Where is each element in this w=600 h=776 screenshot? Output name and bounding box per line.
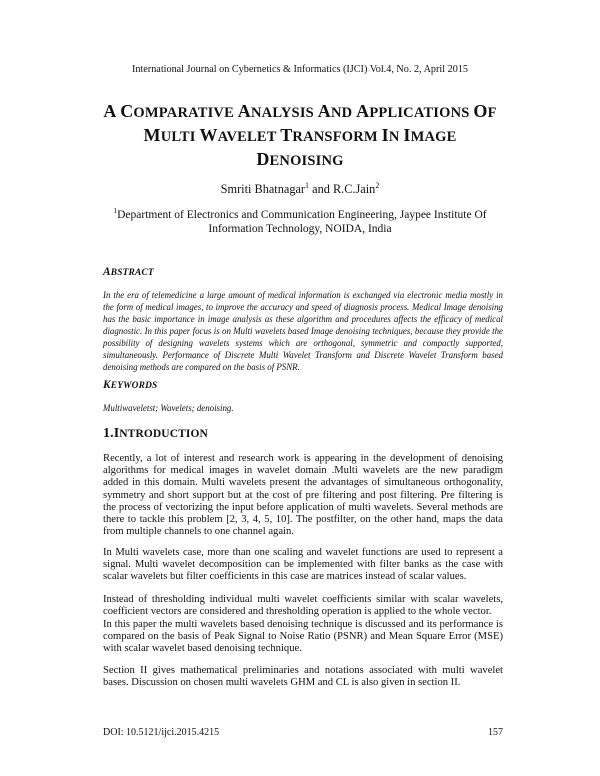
keywords-text: Multiwaveletst; Wavelets; denoising. — [103, 403, 234, 413]
abstract-text: In the era of telemedicine a large amount of medical information is exchanged via electronic media mostly in the form of medical images, to improve the accuracy and speed of diagnosis process. Medical Image denoising has the basic importance in image analysis as these algorithm and procedures affects the efficacy of medical diagnostic. In this paper focus is on Multi wavelets based Image denoising techniques, because they provide the possibility of designing wavelets systems which are orthogonal, symmetric and compactly supported, simultaneously. Performance of Discrete Multi Wavelet Transform and Discrete Wavelet Transform based denoising methods are compared on the basis of PSNR. — [103, 290, 503, 372]
journal-header: International Journal on Cybernetics & Informatics (IJCI) Vol.4, No. 2, April 2015 — [131, 64, 469, 75]
introduction-heading: 1.INTRODUCTION — [103, 426, 208, 441]
affiliation: $^1$Department of Electronics and Communication Engineering, Jaypee Institute Of Information Technology, NOIDA, India — [113, 206, 487, 235]
authors: Smriti Bhatnagar$^1$ and R.C.Jain$^2$ — [220, 180, 380, 196]
author-2: R.C.Jain — [332, 182, 376, 196]
author-1: Smriti Bhatnagar — [220, 182, 306, 196]
title-line-1: A COMPARATIVE ANALYSIS AND APPLICATIONS OF — [103, 101, 497, 121]
intro-paragraph-1: Recently, a lot of interest and research work is appearing in the development of denoising algorithms for medical images in wavelet domain .Multi wavelets are the new paradigm added in this domain. Multi wavelets present the advantages of simultaneous orthogonality, symmetry and short support but at the cost of pre filtering and post filtering. Pre filtering is the process of vectorizing the input before application of multi wavelets. Several methods are there to tackle this problem [2, 3, 4, 5, 10]. The postfilter, on the other hand, maps the data from multiple channels to one channel again. — [103, 453, 503, 538]
title-line-2: MULTI WAVELET TRANSFORM IN IMAGE — [143, 125, 457, 145]
intro-paragraph-2: In Multi wavelets case, more than one scaling and wavelet functions are used to represent a signal. Multi wavelet decomposition can be implemented with filter banks as the case with scalar wavelets but filter coefficients in this case are matrices instead of scalar values. — [103, 547, 503, 583]
title-line-3: DENOISING — [256, 149, 344, 169]
keywords-heading: KEYWORDS — [103, 379, 158, 391]
intro-paragraph-3: Instead of thresholding individual multi wavelet coefficients similar with scalar wavelets, coefficient vectors are considered and thresholding operation is applied to the whole vector. — [103, 594, 503, 618]
abstract-heading: ABSTRACT — [103, 266, 154, 278]
intro-paragraph-4: In this paper the multi wavelets based denoising technique is discussed and its performance is compared on the basis of Peak Signal to Noise Ratio (PSNR) and Mean Square Error (MSE) with scalar wavelet based denoising technique. — [103, 619, 503, 655]
intro-paragraph-5: Section II gives mathematical preliminaries and notations associated with multi wavelet bases. Discussion on chosen multi wavelets GHM and CL is also given in section II. — [103, 665, 503, 689]
doi: DOI: 10.5121/ijci.2015.4215 — [103, 727, 220, 738]
paper-title — [70, 100, 530, 172]
page-number: 157 — [488, 727, 503, 738]
